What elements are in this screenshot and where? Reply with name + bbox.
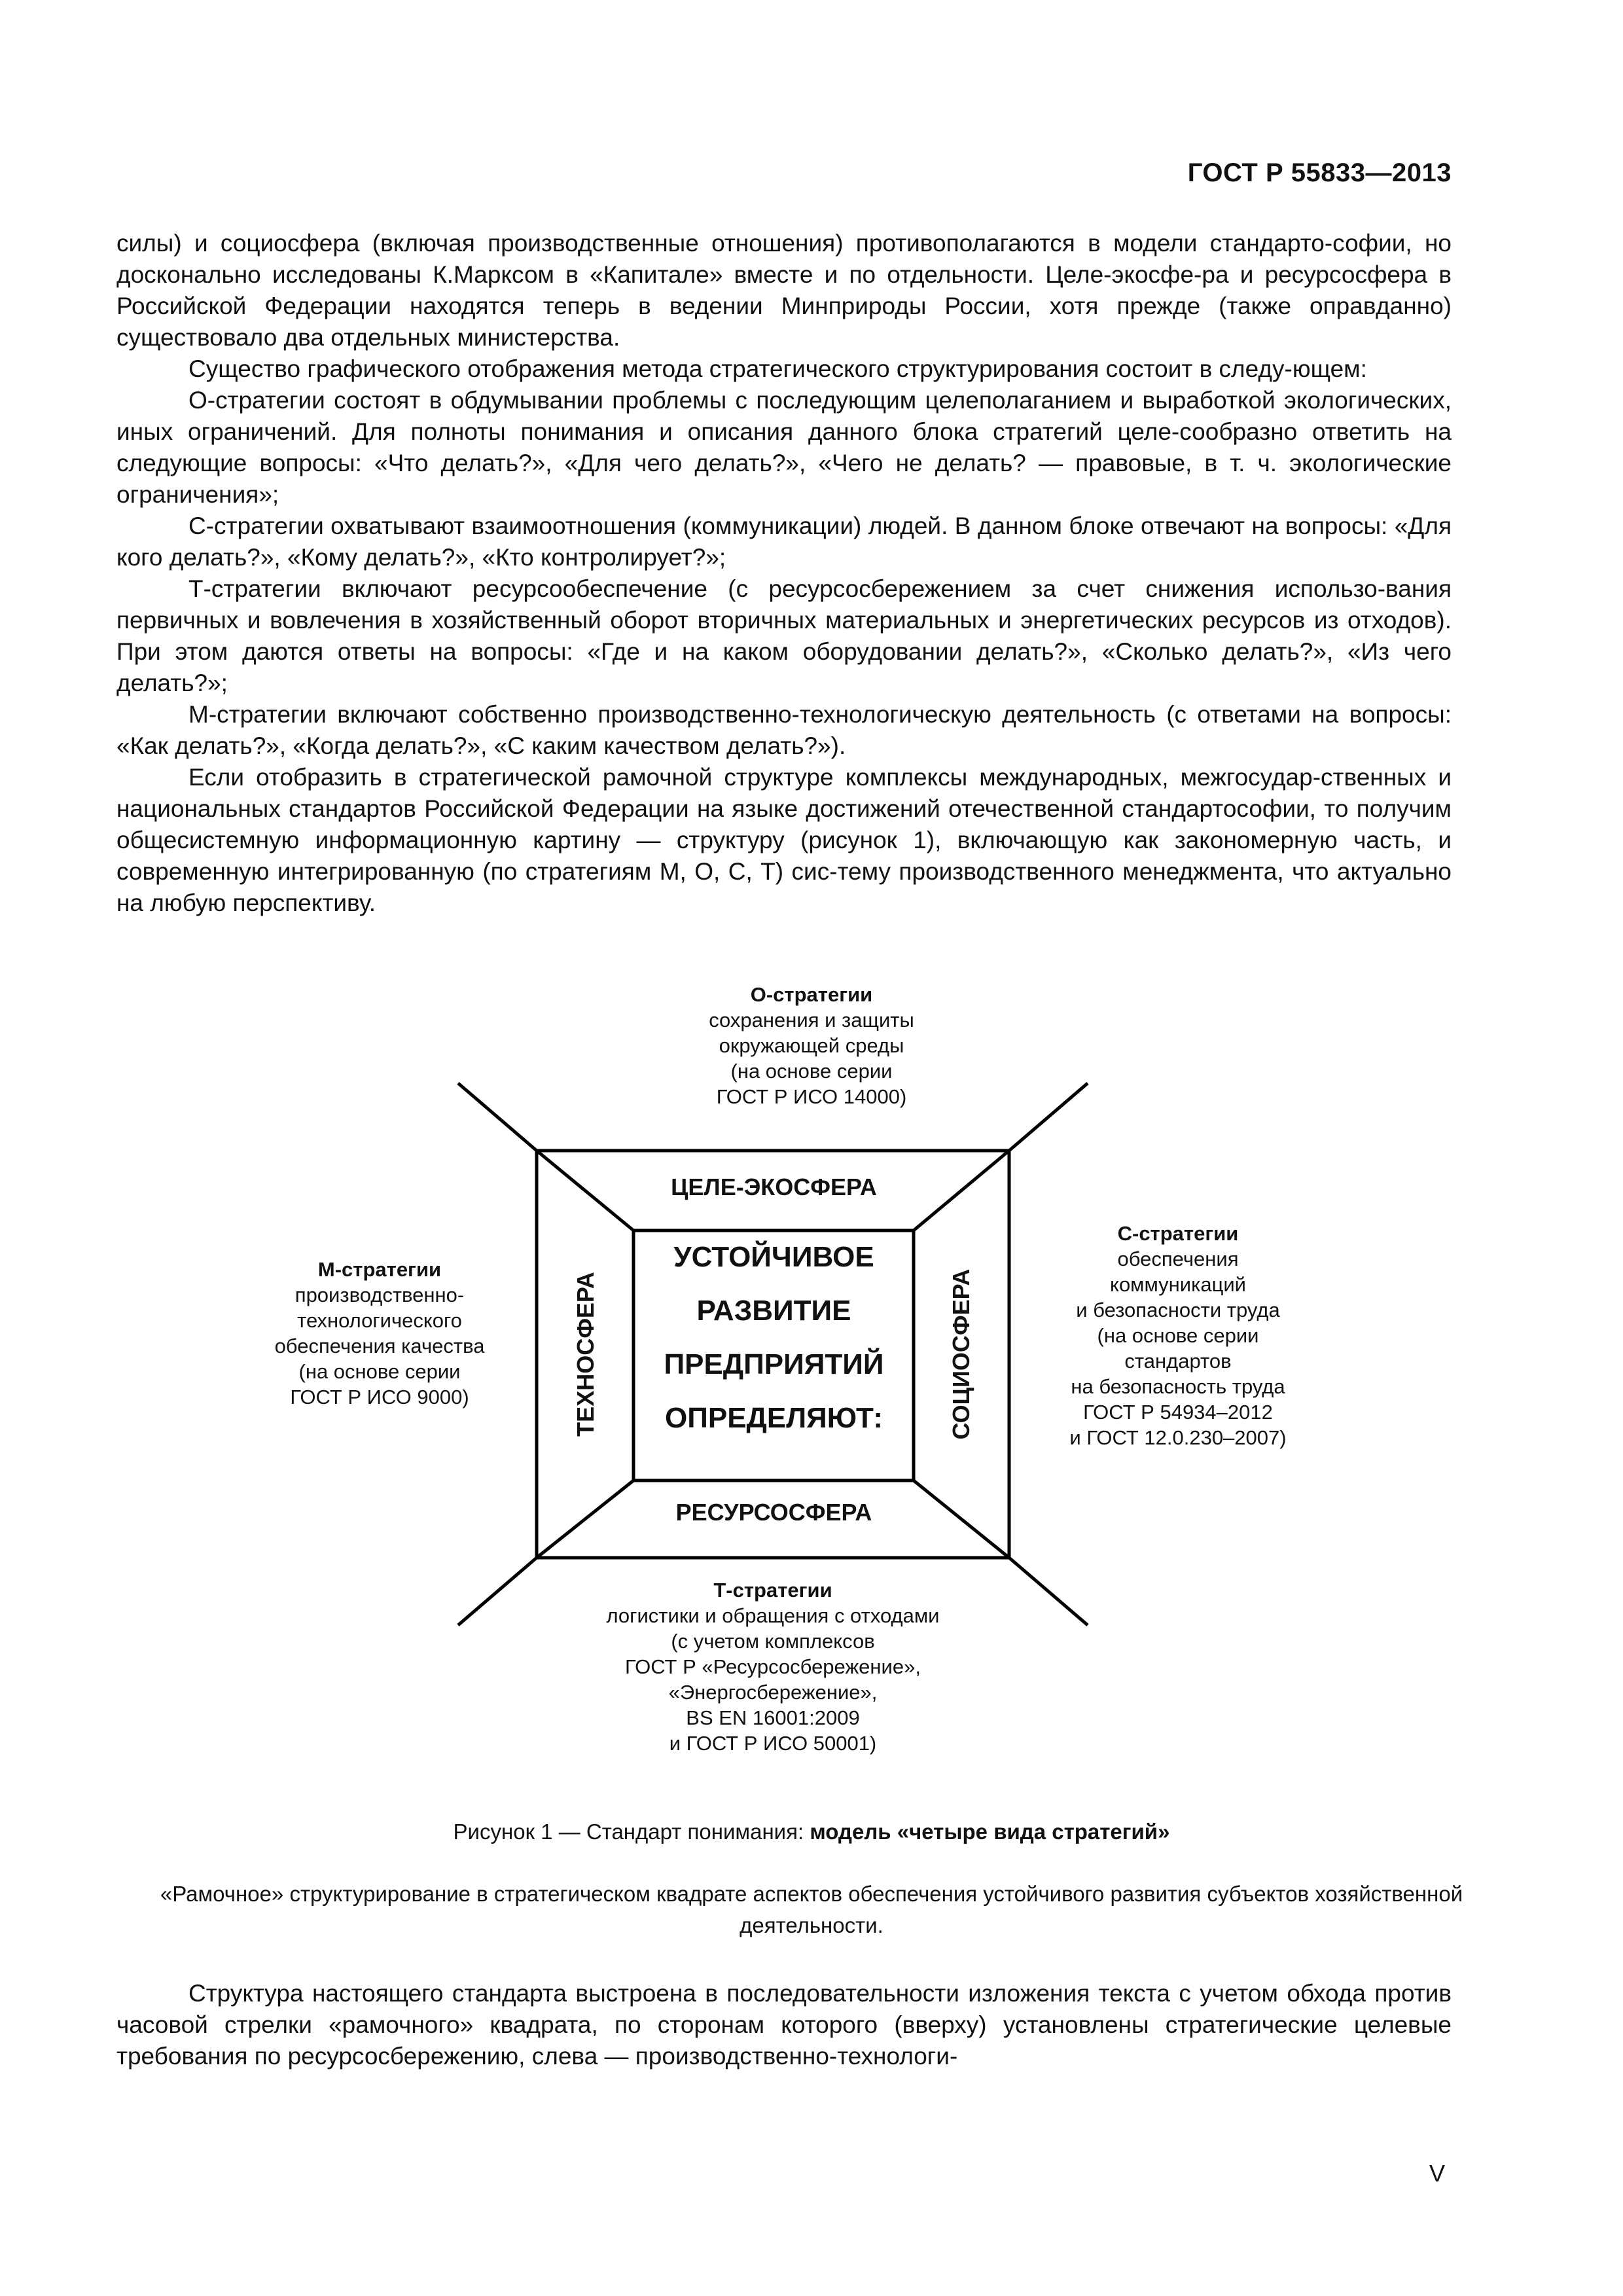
caption-prefix: Рисунок 1 — Стандарт понимания: [453, 1820, 810, 1844]
top-label-line: сохранения и защиты [709, 1009, 914, 1031]
top-label [615, 982, 1008, 1109]
ray-top-left [458, 1083, 537, 1151]
bottom-label-line: «Энергосбережение», [668, 1681, 878, 1704]
paragraph: Существо графического отображения метода стратегического структурирования состоит в следу-ющем: [188, 355, 1367, 382]
right-label-line: ГОСТ Р 54934–2012 [1083, 1401, 1273, 1424]
figure-subcaption: «Рамочное» структурирование в стратегическом квадрате аспектов обеспечения устойчивого развития субъектов хозяйственной деятельности. [160, 1882, 1463, 1937]
ray-bottom-left [458, 1558, 537, 1625]
band-right-sociosphere: СОЦИОСФЕРА [948, 1268, 974, 1440]
left-label-line: технологического [297, 1309, 462, 1332]
document-code: ГОСТ Р 55833—2013 [1187, 158, 1452, 187]
right-label-line: и ГОСТ 12.0.230–2007) [1069, 1426, 1287, 1449]
right-label-line: коммуникаций [1110, 1273, 1246, 1296]
center-line: ПРЕДПРИЯТИЙ [664, 1348, 884, 1380]
right-label-line: (на основе серии [1097, 1324, 1259, 1347]
band-left-technosphere: ТЕХНОСФЕРА [572, 1272, 599, 1437]
center-line: УСТОЙЧИВОЕ [673, 1241, 874, 1273]
right-label-line: стандартов [1124, 1350, 1232, 1372]
paragraph: силы) и социосфера (включая производственные отношения) противополагаются в модели стандарто-софии, но досконально исследованы К.Марксом в «Капитале» вместе и по отдельности. Целе-экосфе-ра и ресурсосфера в Российской Федерации находятся теперь в ведении Минприроды России, хотя прежде (также оправданно) существовало два отдельных министерства. [116, 230, 1452, 351]
left-label-line: (на основе серии [298, 1360, 461, 1383]
ray-bottom-right [1009, 1558, 1088, 1625]
tail-text [116, 1978, 1452, 2072]
bottom-label-line: (с учетом комплексов [671, 1630, 875, 1653]
paragraph: Если отобразить в стратегической рамочной структуре комплексы международных, межгосудар-ственных и национальных стандартов Российской Федерации на языке достижений отечественной стандартософии, то получим общесистемную информационную картину — структуру (рисунок 1), включающую как закономерную часть, и современную интегрированную (по стратегиям М, О, С, Т) сис-тему производственного менеджмента, что актуально на любую перспективу. [116, 764, 1452, 916]
right-label [1021, 1221, 1335, 1450]
right-label-line: и безопасности труда [1076, 1299, 1280, 1321]
right-label-line: на безопасность труда [1071, 1375, 1285, 1398]
page-number: V [1429, 2160, 1445, 2187]
paragraph: С-стратегии охватывают взаимоотношения (коммуникации) людей. В данном блоке отвечают на вопросы: «Для кого делать?», «Кому делать?», «Кто контролирует?»; [116, 512, 1452, 571]
left-label [236, 1257, 524, 1410]
top-label-title: О-стратегии [750, 983, 873, 1006]
left-label-line: обеспечения качества [274, 1335, 485, 1357]
center-text [638, 1230, 910, 1445]
ray-top-right [1009, 1083, 1088, 1151]
figure-caption [0, 1820, 1623, 1844]
center-line: ОПРЕДЕЛЯЮТ: [665, 1402, 883, 1434]
right-label-title: С-стратегии [1117, 1222, 1239, 1245]
top-label-line: (на основе серии [730, 1060, 893, 1083]
paragraph: О-стратегии состоят в обдумывании проблемы с последующим целеполаганием и выработкой экологических, иных ограничений. Для полноты понимания и описания данного блока стратегий целе-сообразно ответить на следующие вопросы: «Что делать?», «Для чего делать?», «Чего не делать? — правовые, в т. ч. экологические ограничения»; [116, 387, 1452, 508]
bottom-label-line: ГОСТ Р «Ресурсосбережение», [625, 1655, 921, 1678]
left-label-line: производственно- [294, 1283, 465, 1306]
bottom-label-line: логистики и обращения с отходами [606, 1604, 940, 1627]
bottom-label [537, 1577, 1009, 1756]
caption-bold: модель «четыре вида стратегий» [810, 1820, 1170, 1844]
bottom-label-line: BS EN 16001:2009 [686, 1706, 860, 1729]
band-top-ecosphere: ЦЕЛЕ-ЭКОСФЕРА [671, 1174, 877, 1200]
center-line: РАЗВИТИЕ [696, 1295, 851, 1327]
left-label-title: М-стратегии [317, 1258, 442, 1281]
bottom-label-title: Т-стратегии [713, 1579, 832, 1602]
top-label-line: окружающей среды [719, 1034, 904, 1057]
paragraph: Структура настоящего стандарта выстроена в последовательности изложения текста с учетом обхода против часовой стрелки «рамочного» квадрата, по сторонам которого (вверху) установлены стратегические целевые требования по ресурсосбережению, слева — производственно-технологи- [116, 1980, 1452, 2070]
left-label-line: ГОСТ Р ИСО 9000) [290, 1386, 469, 1408]
paragraph: М-стратегии включают собственно производственно-технологическую деятельность (с ответами на вопросы: «Как делать?», «Когда делать?», «С каким качеством делать?»). [116, 701, 1452, 759]
right-label-line: обеспечения [1117, 1247, 1239, 1270]
band-bottom-resourcesphere: РЕСУРСОСФЕРА [675, 1499, 872, 1526]
top-label-line: ГОСТ Р ИСО 14000) [716, 1085, 907, 1108]
bottom-label-line: и ГОСТ Р ИСО 50001) [669, 1732, 877, 1755]
paragraph: Т-стратегии включают ресурсообеспечение (с ресурсосбережением за счет снижения использо-вания первичных и вовлечения в хозяйственный оборот вторичных материальных и энергетических ресурсов из отходов). При этом даются ответы на вопросы: «Где и на каком оборудовании делать?», «Сколько делать?», «Из чего делать?»; [116, 575, 1452, 696]
